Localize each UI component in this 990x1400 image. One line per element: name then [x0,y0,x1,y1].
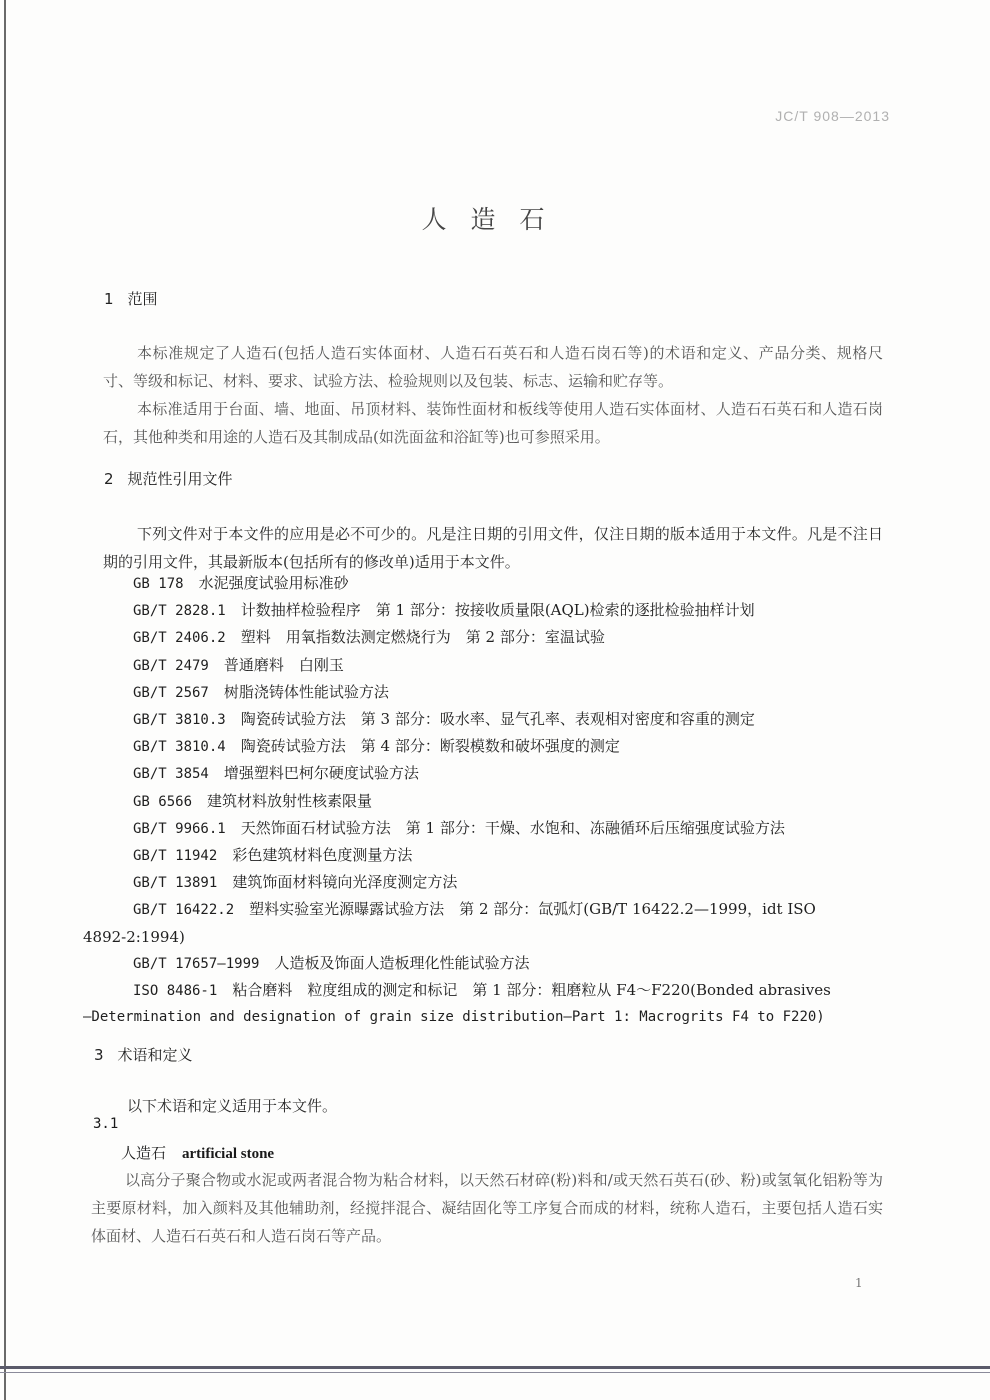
reference-title: 塑料 用氧指数法测定燃烧行为 第 2 部分：室温试验 [240,628,605,647]
reference-title: 陶瓷砖试验方法 第 4 部分：断裂模数和破坏强度的测定 [240,737,620,756]
reference-item [133,788,893,815]
term-english: artificial stone [182,1146,275,1162]
reference-item [133,950,893,977]
section-number: 2 [104,470,114,488]
reference-code: GB/T 13891 [133,875,218,892]
section-title: 规范性引用文件 [127,470,233,488]
reference-title: 彩色建筑材料色度测量方法 [232,846,413,865]
reference-code: GB 6566 [133,793,193,810]
reference-title: 普通磨料 白刚玉 [223,655,344,674]
reference-item [133,842,893,869]
document-code: JC/T 908—2013 [775,108,890,124]
reference-item [133,896,893,923]
reference-item [133,869,893,896]
reference-title: 陶瓷砖试验方法 第 3 部分：吸水率、显气孔率、表观相对密度和容重的测定 [240,710,755,729]
section-1-heading [104,288,158,309]
reference-title: 计数抽样检验程序 第 1 部分：按接收质量限(AQL)检索的逐批检验抽样计划 [240,601,755,620]
scan-bottom-edge-thin [0,1372,990,1373]
scope-paragraph-2: 本标准适用于台面、墙、地面、吊顶材料、装饰性面材和板线等使用人造石实体面材、人造石石英石和人造石岗石，其他种类和用途的人造石及其制成品(如洗面盆和浴缸等)也可参照采用。 [103,400,883,446]
section-number: 3 [94,1046,104,1064]
section-2-heading [104,468,233,489]
reference-code: GB/T 11942 [133,848,218,865]
section-number: 1 [104,290,114,308]
terms-intro: 以下术语和定义适用于本文件。 [127,1097,338,1115]
reference-title: 塑料实验室光源曝露试验方法 第 2 部分：氙弧灯(GB/T 16422.2—1999，idt ISO [249,900,816,919]
reference-item [133,760,893,787]
scan-bottom-edge [0,1366,990,1369]
reference-title: 建筑材料放射性核素限量 [207,791,373,810]
reference-item [133,706,893,733]
reference-code: GB/T 2567 [133,684,209,701]
reference-item [133,815,893,842]
reference-item [133,733,893,760]
reference-code: ISO 8486-1 [133,983,218,1000]
reference-code: GB/T 3810.3 [133,712,226,729]
reference-item [133,597,893,624]
section-title: 术语和定义 [117,1046,193,1064]
reference-item [133,652,893,679]
reference-code: GB/T 9966.1 [133,820,226,837]
reference-code: GB/T 3854 [133,766,209,783]
reference-code: GB/T 2479 [133,657,209,674]
reference-item [133,679,893,706]
term-entry [121,1142,274,1163]
page-number: 1 [855,1276,863,1290]
reference-title: 水泥强度试验用标准砂 [198,574,349,592]
reference-code: GB/T 3810.4 [133,739,226,756]
reference-item [133,977,893,1004]
term-number: 3.1 [93,1116,119,1132]
reference-title: 增强塑料巴柯尔硬度试验方法 [223,764,419,783]
reference-code: GB/T 17657—1999 [133,955,260,972]
reference-code: GB/T 2406.2 [133,630,226,647]
reference-list [83,570,893,1030]
section-title: 范围 [127,290,158,308]
reference-item [133,624,893,651]
reference-title: 粘合磨料 粒度组成的测定和标记 第 1 部分：粗磨粒从 F4～F220(Bonded abrasives [232,981,831,1000]
reference-item-continuation: 4892-2:1994) [83,927,185,946]
reference-code: GB/T 16422.2 [133,902,235,919]
term-chinese: 人造石 [121,1144,167,1162]
term-definition: 以高分子聚合物或水泥或两者混合物为粘合材料，以天然石材碎(粉)料和/或天然石英石(砂、粉)或氢氧化铝粉等为主要原材料，加入颜料及其他辅助剂，经搅拌混合、凝结固化等工序复合而成的材料，统称人造石，主要包括人造石实体面材、人造石石英石和人造石岗石等产品。 [91,1171,883,1245]
reference-item [133,570,893,597]
scope-paragraph-1: 本标准规定了人造石(包括人造石实体面材、人造石石英石和人造石岗石等)的术语和定义、产品分类、规格尺寸、等级和标记、材料、要求、试验方法、检验规则以及包装、标志、运输和贮存等。 [103,344,883,390]
reference-title: 树脂浇铸体性能试验方法 [223,682,389,701]
reference-item-continuation: —Determination and designation of grain size distribution—Part 1: Macrogrits F4 to F220) [83,1009,825,1026]
page-title: 人造石 [421,205,569,234]
references-intro: 下列文件对于本文件的应用是必不可少的。凡是注日期的引用文件，仅注日期的版本适用于本文件。凡是不注日期的引用文件，其最新版本(包括所有的修改单)适用于本文件。 [103,525,883,571]
reference-code: GB 178 [133,576,184,592]
reference-title: 天然饰面石材试验方法 第 1 部分：干燥、水饱和、冻融循环后压缩强度试验方法 [240,818,785,837]
reference-title: 建筑饰面材料镜向光泽度测定方法 [232,873,458,892]
reference-title: 人造板及饰面人造板理化性能试验方法 [274,953,530,972]
section-3-heading [94,1044,193,1065]
reference-code: GB/T 2828.1 [133,603,226,620]
